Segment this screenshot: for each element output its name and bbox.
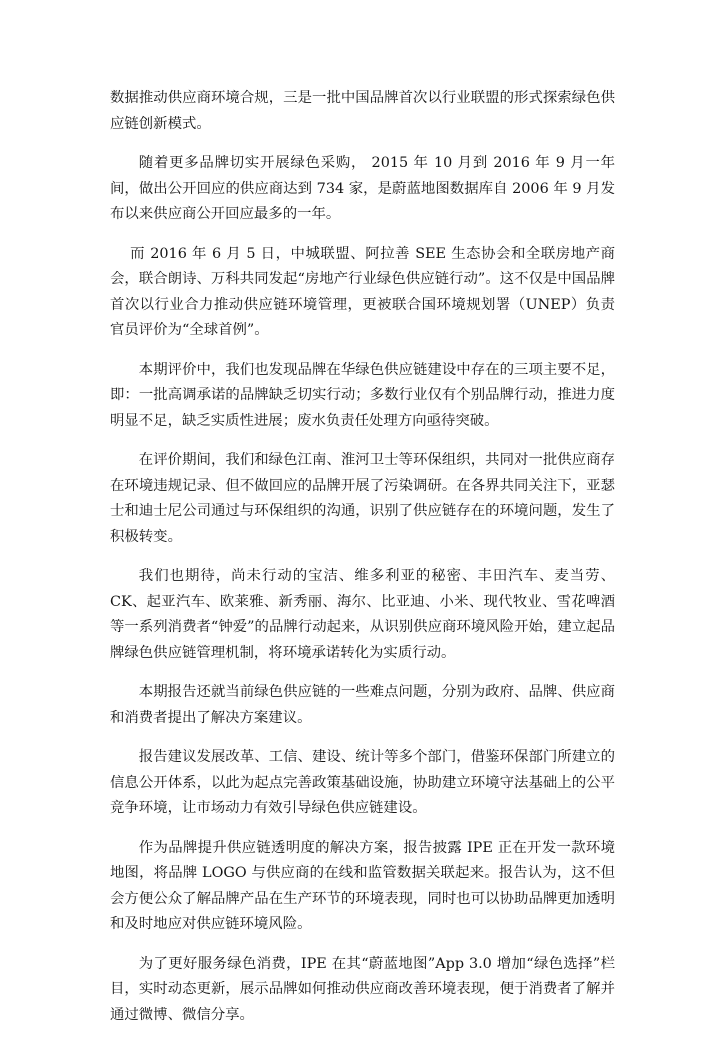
paragraph-1: 数据推动供应商环境合规，三是一批中国品牌首次以行业联盟的形式探索绿色供应链创新模式。 <box>110 90 615 132</box>
body-text <box>110 86 615 1042</box>
paragraph-4: 本期评价中，我们也发现品牌在华绿色供应链建设中存在的三项主要不足，即：一批高调承诺的品牌缺乏切实行动；多数行业仅有个别品牌行动，推进力度明显不足，缺乏实质性进展；废水负责任处理方向亟待突破。 <box>110 361 615 429</box>
paragraph-5: 在评价期间，我们和绿色江南、淮河卫士等环保组织，共同对一批供应商存在环境违规记录、但不做回应的品牌开展了污染调研。在各界共同关注下，亚瑟士和迪士尼公司通过与环保组织的沟通，识别了供应链存在的环境问题，发生了积极转变。 <box>110 452 615 545</box>
paragraph-8: 报告建议发展改革、工信、建设、统计等多个部门，借鉴环保部门所建立的信息公开体系，以此为起点完善政策基础设施，协助建立环境守法基础上的公平竞争环境，让市场动力有效引导绿色供应链建设。 <box>110 749 615 816</box>
paragraph-9: 作为品牌提升供应链透明度的解决方案，报告披露 IPE 正在开发一款环境地图，将品牌 LOGO 与供应商的在线和监管数据关联起来。报告认为，这不但会方便公众了解品牌产品在生产环节的环境表现，同时也可以协助品牌更加透明和及时地应对供应链环境风险。 <box>110 839 615 932</box>
paragraph-6: 我们也期待，尚未行动的宝洁、维多利亚的秘密、丰田汽车、麦当劳、CK、起亚汽车、欧莱雅、新秀丽、海尔、比亚迪、小米、现代牧业、雪花啤酒等一系列消费者“钟爱”的品牌行动起来，从识别供应商环境风险开始，建立起品牌绿色供应链管理机制，将环境承诺转化为实质行动。 <box>110 568 615 661</box>
paragraph-7: 本期报告还就当前绿色供应链的一些难点问题，分别为政府、品牌、供应商和消费者提出了解决方案建议。 <box>110 684 615 726</box>
paragraph-3: 而 2016 年 6 月 5 日，中城联盟、阿拉善 SEE 生态协会和全联房地产商会，联合朗诗、万科共同发起“房地产行业绿色供应链行动”。这不仅是中国品牌首次以行业合力推动供应链环境管理，更被联合国环境规划署（UNEP）负责官员评价为“全球首例”。 <box>110 245 615 338</box>
paragraph-10: 为了更好服务绿色消费，IPE 在其“蔚蓝地图”App 3.0 增加“绿色选择”栏目，实时动态更新，展示品牌如何推动供应商改善环境表现，便于消费者了解并通过微博、微信分享。 <box>110 955 615 1023</box>
paragraph-2: 随着更多品牌切实开展绿色采购， 2015 年 10 月到 2016 年 9 月一年间，做出公开回应的供应商达到 734 家，是蔚蓝地图数据库自 2006 年 9 月发布以来供应商公开回应最多的一年。 <box>110 155 615 222</box>
